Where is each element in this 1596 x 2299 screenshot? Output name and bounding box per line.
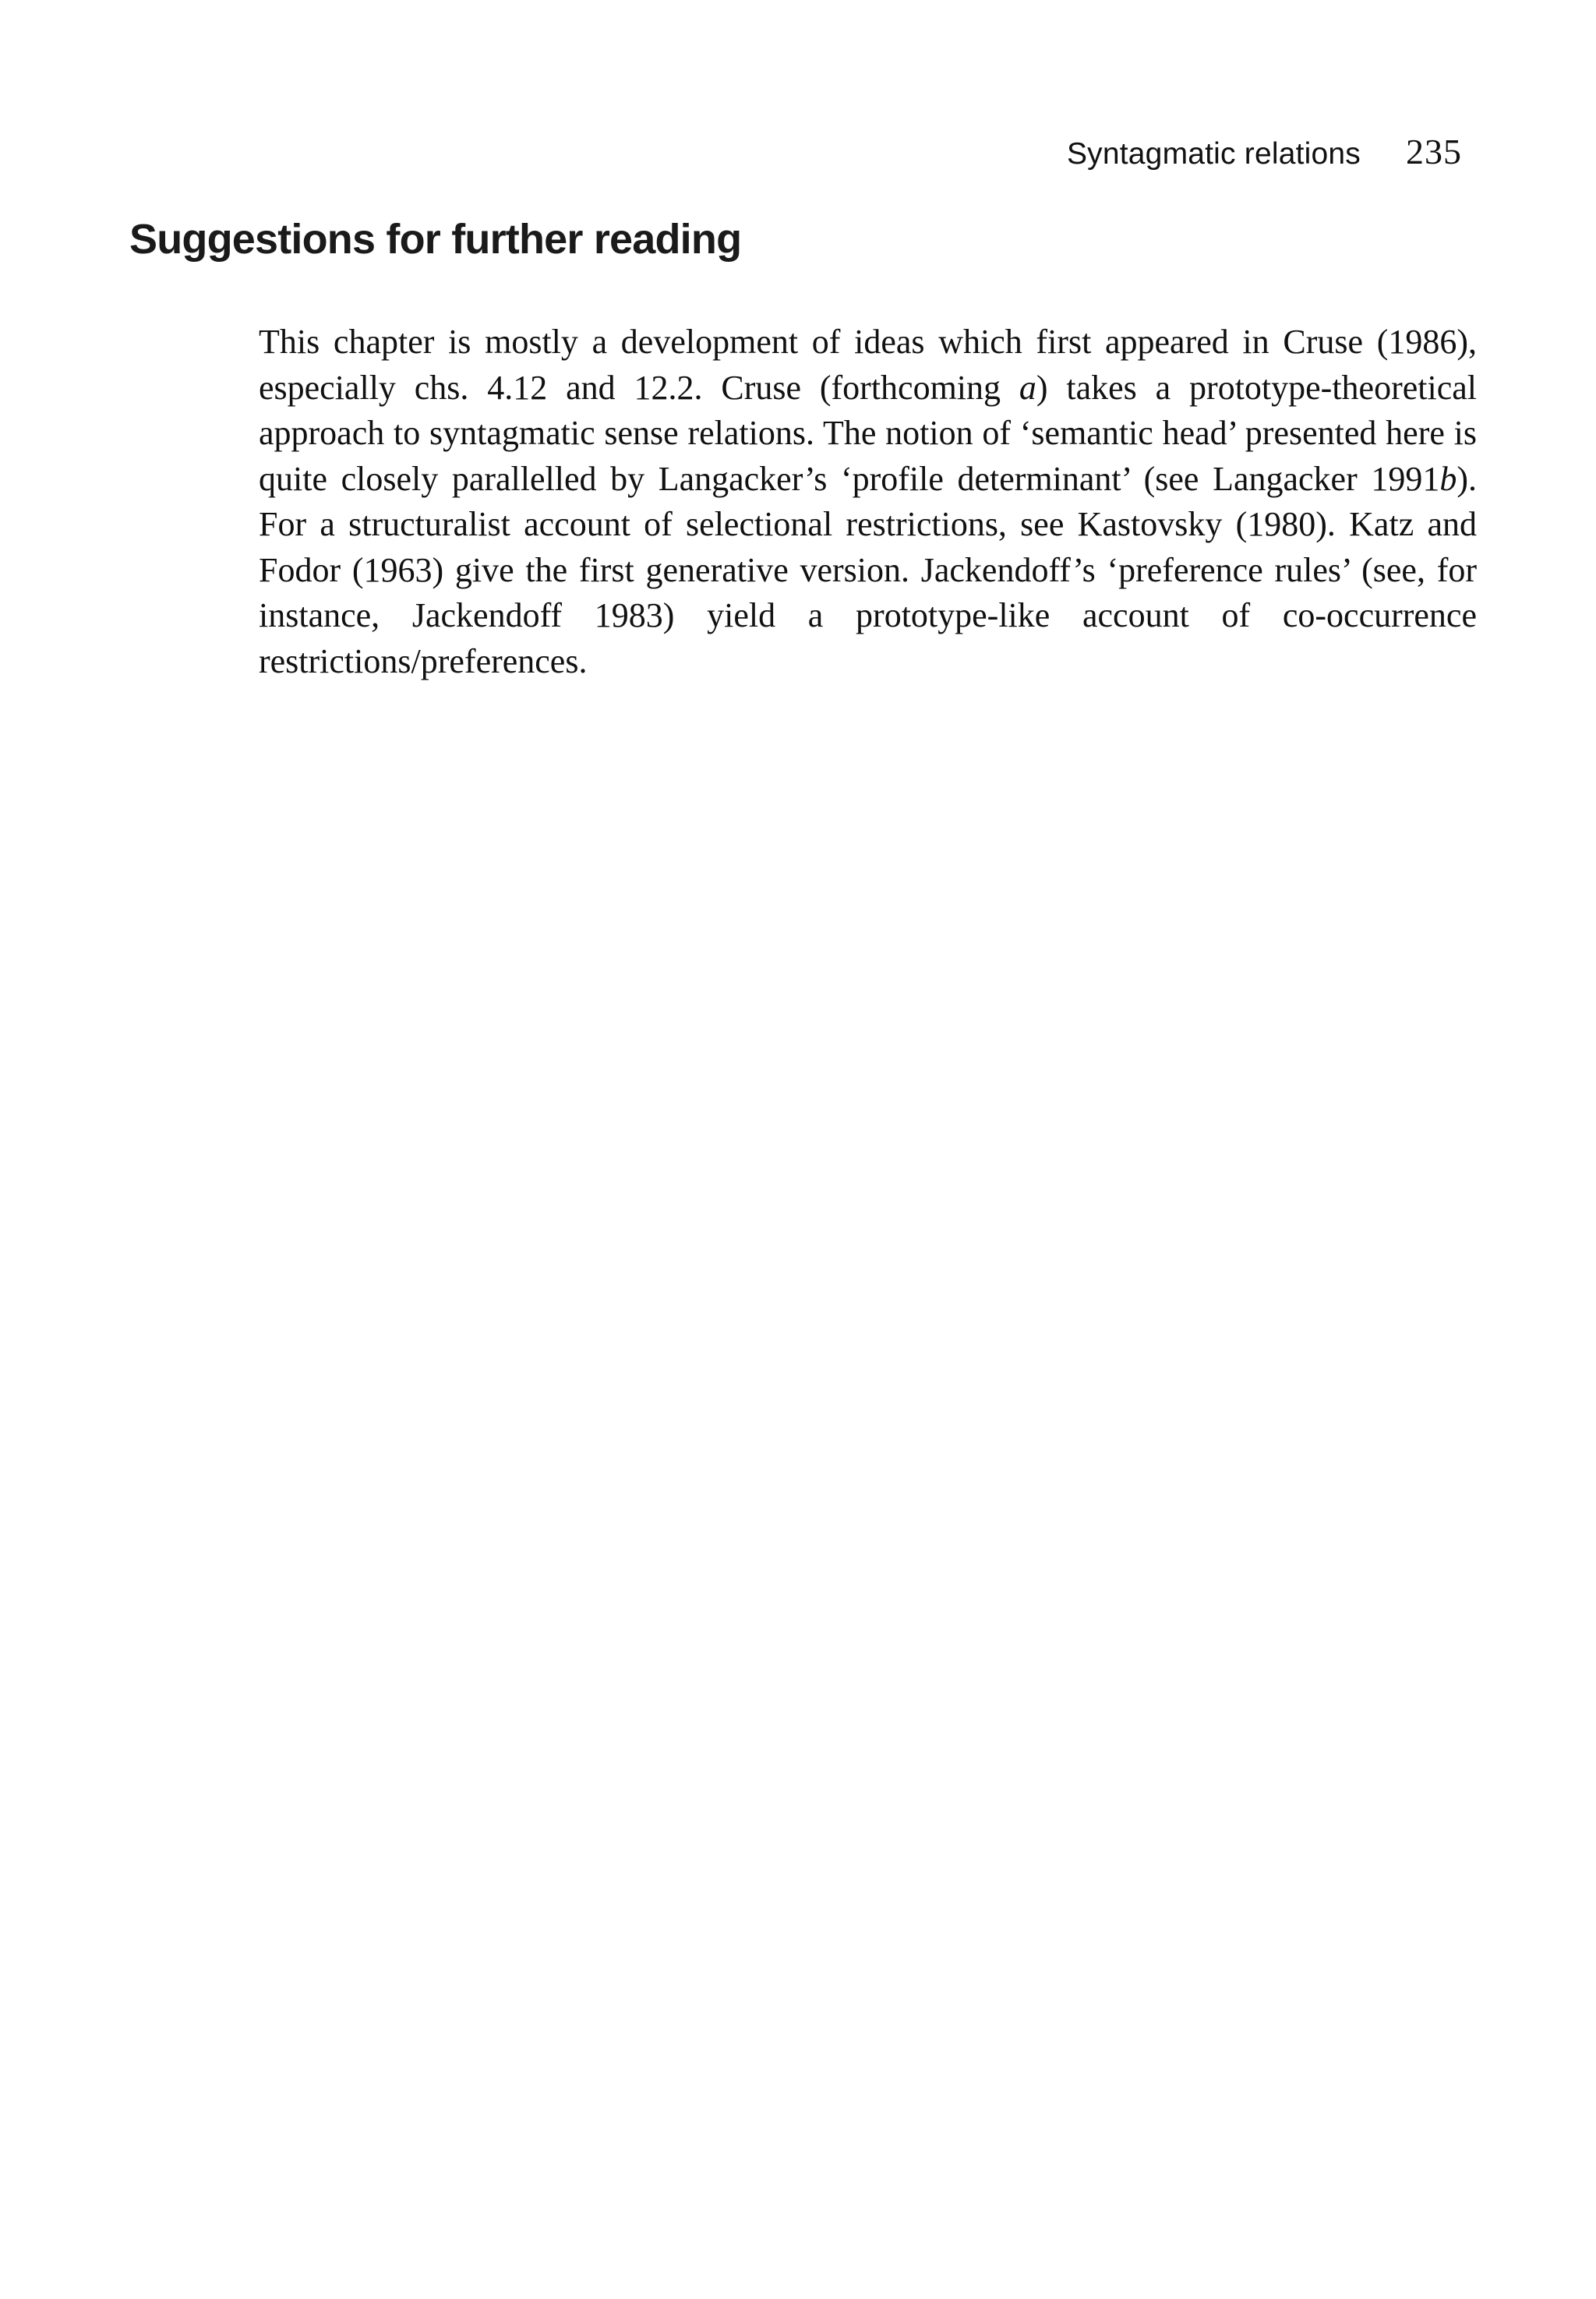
page-number: 235: [1406, 132, 1462, 171]
paragraph-italic-a: a: [1019, 368, 1036, 407]
paragraph-italic-b: b: [1439, 459, 1457, 498]
section-heading: Suggestions for further reading: [129, 216, 742, 263]
body-paragraph: [259, 320, 1477, 684]
paragraph-text-3: ). For a structuralist account of selectional restrictions, see Kastovsky (1980). Katz and Fodor (1963) give the first generative version. Jackendoff’s ‘preference rules’ (see, for instance, Jackendoff 1983) yield a prototype-like account of co-occurrence restrictions/preferences.: [259, 459, 1477, 680]
running-header: [1067, 131, 1462, 172]
running-title: Syntagmatic relations: [1066, 137, 1361, 171]
paragraph-text-1: This chapter is mostly a development of ideas which first appeared in Cruse (1986), especially chs. 4.12 and 12.2. Cruse (forthcoming: [259, 323, 1477, 407]
paragraph-text-2: ) takes a prototype-theoretical approach to syntagmatic sense relations. The notion of ‘semantic head’ presented here is quite closely parallelled by Langacker’s ‘profile determinant’ (see Langacker 1991: [259, 368, 1477, 498]
